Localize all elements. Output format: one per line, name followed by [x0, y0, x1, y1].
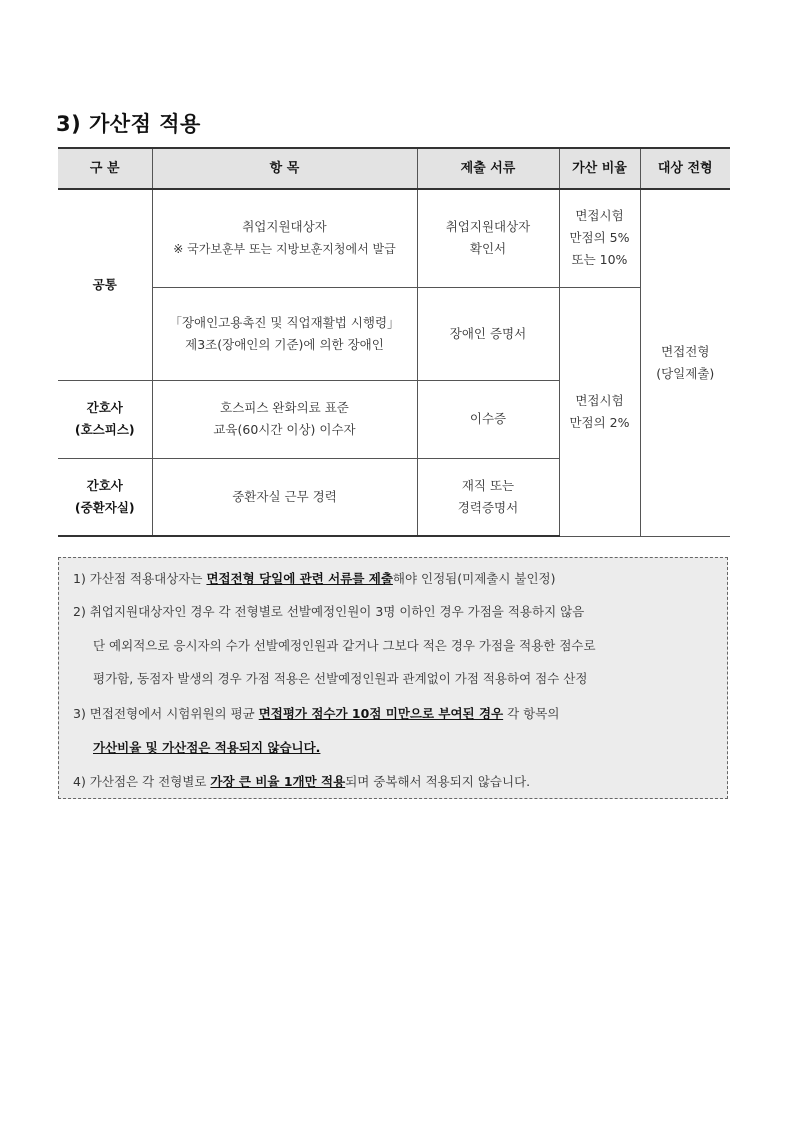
note-text: 3) 면접전형에서 시험위원의 평균: [73, 706, 259, 721]
table-header-row: [58, 148, 730, 189]
category-text: 간호사: [86, 477, 123, 493]
header-item: 항 목: [152, 148, 417, 189]
note-2: 2) 취업지원대상자인 경우 각 전형별로 선발예정인원이 3명 이하인 경우 가점을 적용하지 않음: [73, 604, 585, 619]
item-note: ※ 국가보훈부 또는 지방보훈지청에서 발급: [173, 242, 396, 257]
note-emphasis: 가산비율 및 가산점은 적용되지 않습니다.: [93, 740, 321, 755]
ratio-text: 또는 10%: [571, 252, 628, 268]
note-text: 각 항목의: [503, 706, 560, 721]
header-docs: 제출 서류: [417, 148, 559, 189]
docs-cell: [417, 458, 559, 536]
notes-box: [58, 557, 728, 799]
note-4: [73, 772, 719, 792]
note-2-cont: 단 예외적으로 응시자의 수가 선발예정인원과 같거나 그보다 적은 경우 가점을 적용한 점수로: [93, 638, 596, 653]
ratio-text: 만점의 2%: [569, 414, 630, 430]
item-text: 제3조(장애인의 기준)에 의한 장애인: [185, 336, 384, 352]
table-row: [58, 189, 730, 287]
item-text: 취업지원대상자: [242, 219, 327, 235]
docs-text: 확인서: [469, 241, 507, 257]
ratio-text: 면접시험: [575, 392, 624, 408]
item-text: 교육(60시간 이상) 이수자: [213, 422, 356, 437]
item-cell: [152, 380, 417, 458]
header-target: 대상 전형: [640, 148, 730, 189]
docs-text: 취업지원대상자: [445, 219, 531, 235]
ratio-text: 만점의 5%: [569, 230, 630, 246]
category-common: 공통: [58, 189, 152, 380]
category-text: (호스피스): [74, 422, 135, 437]
note-1: [73, 569, 719, 589]
header-ratio: 가산 비율: [559, 148, 640, 189]
note-emphasis: 가장 큰 비율 1개만 적용: [210, 774, 346, 789]
docs-text: 경력증명서: [457, 499, 519, 515]
category-text: (중환자실): [74, 499, 135, 515]
note-text: 1) 가산점 적용대상자는: [73, 571, 207, 586]
note-2-cont: 평가함, 동점자 발생의 경우 가점 적용은 선발예정인원과 관계없이 가점 적용하여 점수 산정: [93, 671, 588, 686]
ratio-cell: [559, 189, 640, 287]
note-emphasis: 면접전형 당일에 관련 서류를 제출: [206, 571, 393, 586]
category-hospice: [58, 380, 152, 458]
item-text: 「장애인고용촉진 및 직업재활법 시행령」: [169, 314, 400, 330]
note-3-cont: [93, 738, 719, 758]
docs-cell: 장애인 증명서: [417, 287, 559, 380]
docs-text: 재직 또는: [461, 477, 515, 493]
category-icu: [58, 458, 152, 536]
docs-cell: 이수증: [417, 380, 559, 458]
ratio-text: 면접시험: [575, 208, 624, 224]
target-text: 면접전형: [661, 343, 710, 359]
note-emphasis: 면접평가 점수가 10점 미만으로 부여된 경우: [258, 706, 504, 721]
bonus-points-table: [58, 147, 730, 537]
note-3: [73, 704, 719, 724]
target-text: (당일제출): [656, 365, 715, 381]
item-text: 호스피스 완화의료 표준: [220, 400, 349, 415]
note-text: 4) 가산점은 각 전형별로: [73, 774, 211, 789]
item-cell: 중환자실 근무 경력: [152, 458, 417, 536]
section-title: 3) 가산점 적용: [56, 112, 201, 136]
item-cell: [152, 287, 417, 380]
item-cell: [152, 189, 417, 287]
header-category: 구 분: [58, 148, 152, 189]
note-text: 해야 인정됨(미제출시 불인정): [392, 571, 556, 586]
target-cell: [640, 189, 730, 536]
note-text: 되며 중복해서 적용되지 않습니다.: [345, 774, 531, 789]
ratio-cell-shared: [559, 287, 640, 536]
table-row: [58, 287, 730, 380]
docs-cell: [417, 189, 559, 287]
category-text: 간호사: [86, 400, 123, 415]
